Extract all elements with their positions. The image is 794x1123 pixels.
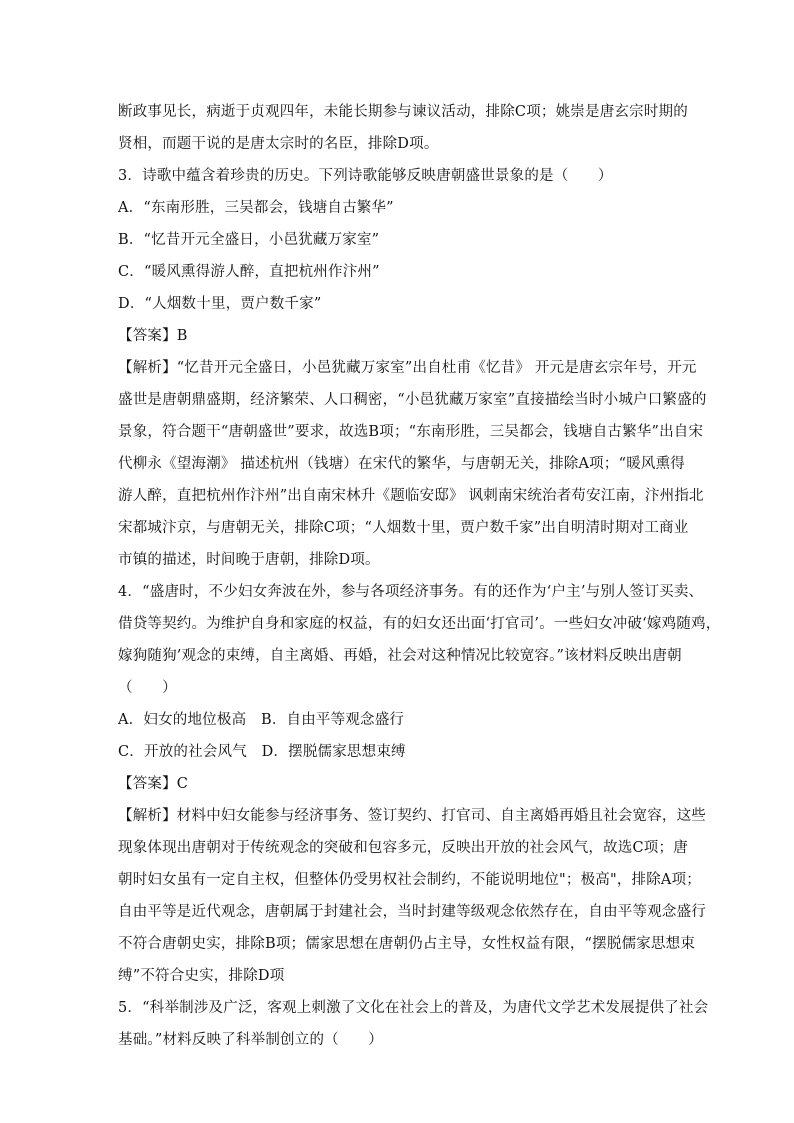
text-line: 基础。”材料反映了科举制创立的（ ） <box>118 1032 383 1048</box>
question-4-answer: 【答案】C <box>118 776 189 792</box>
text-line: 自由平等是近代观念，唐朝属于封建社会，当时封建等级观念依然存在，自由平等观念盛行 <box>118 904 706 920</box>
text-line: 嫁狗随狗’观念的束缚，自主离婚、再婚，社会对这种情况比较宽容。”该材料反映出唐朝 <box>118 648 682 664</box>
question-3-option-a: A．“东南形胜，三吴都会，钱塘自古繁华” <box>118 200 394 216</box>
question-5-stem: 5．“科举制涉及广泛，客观上刺激了文化在社会上的普及，为唐代文学艺术发展提供了社会 <box>118 1000 709 1016</box>
question-3-option-b: B．“忆昔开元全盛日，小邑犹藏万家室” <box>118 232 380 248</box>
question-3-option-c: C．“暖风熏得游人醉，直把杭州作汴州” <box>118 264 380 280</box>
text-line: 市镇的描述，时间晚于唐朝，排除D项。 <box>118 552 380 568</box>
text-line: 朝时妇女虽有一定自主权，但整体仍受男权社会制约，不能说明地位"；极高"，排除A项； <box>118 872 702 888</box>
text-line: 缚”不符合史实，排除D项 <box>118 968 285 984</box>
text-line: 代柳永《望海潮》 描述杭州（钱塘）在宋代的繁华，与唐朝无关，排除A项；“暖风熏得 <box>118 456 685 472</box>
question-3-stem: 3．诗歌中蕴含着珍贵的历史。下列诗歌能够反映唐朝盛世景象的是（ ） <box>118 168 613 184</box>
text-line: （ ） <box>118 680 177 696</box>
text-line: 现象体现出唐朝对于传统观念的突破和包容多元，反映出开放的社会风气，故选C项；唐 <box>118 840 688 856</box>
text-line: 景象，符合题干“唐朝盛世”要求，故选B项；“东南形胜，三吴都会，钱塘自古繁华”出自宋 <box>118 424 704 440</box>
text-line: 宋都城汴京，与唐朝无关，排除C项；“人烟数十里，贾户数千家”出自明清时期对工商业 <box>118 520 689 536</box>
question-4-analysis: 【解析】材料中妇女能参与经济事务、签订契约、打官司、自主离婚再婚且社会宽容，这些 <box>118 808 706 824</box>
text-line: 贤相，而题干说的是唐太宗时的名臣，排除D项。 <box>118 136 439 152</box>
text-line: 断政事见长，病逝于贞观四年，未能长期参与谏议活动，排除C项；姚崇是唐玄宗时期的 <box>118 104 688 120</box>
question-3-answer: 【答案】B <box>118 328 188 344</box>
text-line: 游人醉，直把杭州作汴州”出自南宋林升《题临安邸》 讽刺南宋统治者苟安江南，汴州指北 <box>118 488 704 504</box>
question-4-stem: 4．“盛唐时，不少妇女奔波在外，参与各项经济事务。有的还作为‘户主’与别人签订买卖、 <box>118 584 704 600</box>
document-body <box>118 101 721 1061</box>
text-line: 不符合唐朝史实，排除B项；儒家思想在唐朝仍占主导，女性权益有限，“摆脱儒家思想束 <box>118 936 696 952</box>
question-3-analysis: 【解析】“忆昔开元全盛日，小邑犹藏万家室”出自杜甫《忆昔》 开元是唐玄宗年号，开元 <box>118 360 697 376</box>
text-line: 盛世是唐朝鼎盛期，经济繁荣、人口稠密，“小邑犹藏万家室”直接描绘当时小城户口繁盛的 <box>118 392 707 408</box>
question-3-option-d: D．“人烟数十里，贾户数千家” <box>118 296 322 312</box>
text-line: 借贷等契约。为维护自身和家庭的权益，有的妇女还出面‘打官司’。一些妇女冲破‘嫁鸡随鸡， <box>118 616 721 632</box>
question-4-options-cd: C．开放的社会风气 D．摆脱儒家思想束缚 <box>118 744 406 760</box>
question-4-options-ab: A．妇女的地位极高 B．自由平等观念盛行 <box>118 712 405 728</box>
